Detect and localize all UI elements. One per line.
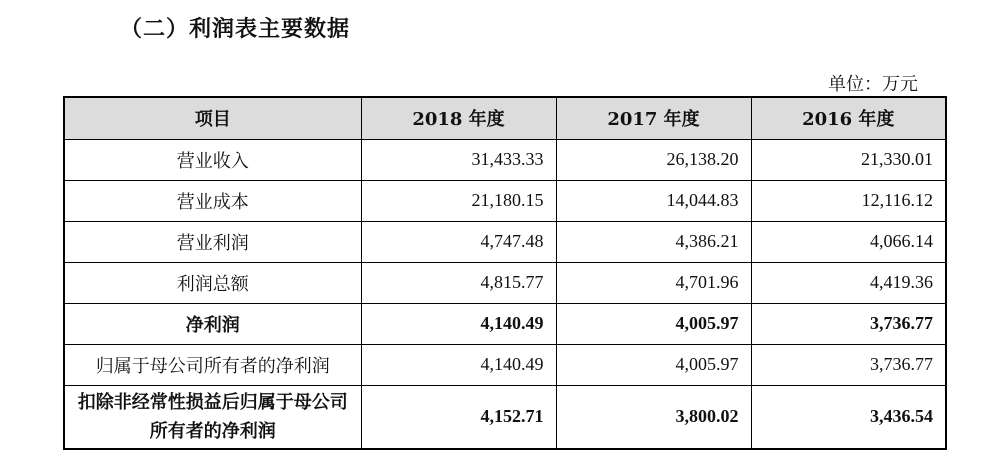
table-row bbox=[64, 262, 946, 303]
column-header-2016: 2016 年度 bbox=[751, 97, 946, 139]
cell-2017: 4,005.97 bbox=[556, 303, 751, 344]
cell-2018: 31,433.33 bbox=[361, 139, 556, 180]
row-label: 利润总额 bbox=[64, 262, 361, 303]
cell-2017: 4,701.96 bbox=[556, 262, 751, 303]
cell-2017: 4,005.97 bbox=[556, 344, 751, 385]
row-label: 营业成本 bbox=[64, 180, 361, 221]
row-label: 净利润 bbox=[64, 303, 361, 344]
cell-2018: 21,180.15 bbox=[361, 180, 556, 221]
cell-2016: 3,736.77 bbox=[751, 303, 946, 344]
cell-2018: 4,747.48 bbox=[361, 221, 556, 262]
table-header-row bbox=[64, 97, 946, 139]
column-header-2018: 2018 年度 bbox=[361, 97, 556, 139]
row-label: 归属于母公司所有者的净利润 bbox=[64, 344, 361, 385]
cell-2016: 3,736.77 bbox=[751, 344, 946, 385]
cell-2017: 3,800.02 bbox=[556, 385, 751, 449]
section-title: （二）利润表主要数据 bbox=[120, 16, 351, 42]
cell-2018: 4,140.49 bbox=[361, 303, 556, 344]
cell-2017: 14,044.83 bbox=[556, 180, 751, 221]
unit-note: 单位：万元 bbox=[828, 74, 918, 95]
table-row bbox=[64, 221, 946, 262]
row-label: 营业利润 bbox=[64, 221, 361, 262]
table-row bbox=[64, 344, 946, 385]
income-statement-table bbox=[63, 96, 947, 450]
table-row bbox=[64, 303, 946, 344]
cell-2017: 4,386.21 bbox=[556, 221, 751, 262]
cell-2017: 26,138.20 bbox=[556, 139, 751, 180]
cell-2016: 12,116.12 bbox=[751, 180, 946, 221]
cell-2016: 3,436.54 bbox=[751, 385, 946, 449]
cell-2016: 21,330.01 bbox=[751, 139, 946, 180]
row-label: 扣除非经常性损益后归属于母公司所有者的净利润 bbox=[64, 385, 361, 449]
table-row bbox=[64, 180, 946, 221]
cell-2018: 4,140.49 bbox=[361, 344, 556, 385]
table-row bbox=[64, 139, 946, 180]
cell-2016: 4,066.14 bbox=[751, 221, 946, 262]
cell-2018: 4,152.71 bbox=[361, 385, 556, 449]
column-header-item: 项目 bbox=[64, 97, 361, 139]
row-label: 营业收入 bbox=[64, 139, 361, 180]
cell-2016: 4,419.36 bbox=[751, 262, 946, 303]
cell-2018: 4,815.77 bbox=[361, 262, 556, 303]
table-row bbox=[64, 385, 946, 449]
column-header-2017: 2017 年度 bbox=[556, 97, 751, 139]
